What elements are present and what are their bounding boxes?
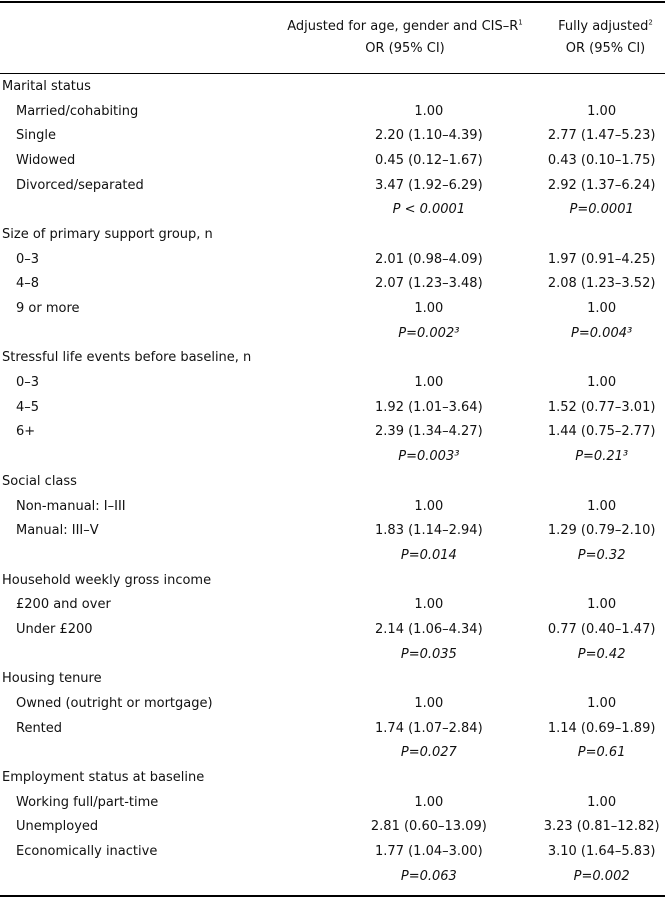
fully-adjusted-or-cell: P=0.002 — [573, 868, 630, 884]
adjusted-or-cell: 1.00 — [414, 794, 444, 810]
row-label: £200 and over — [16, 597, 111, 613]
adjusted-or-cell: 1.77 (1.04–3.00) — [375, 844, 483, 860]
adjusted-or-cell: 0.45 (0.12–1.67) — [375, 152, 483, 168]
adjusted-or-cell: P=0.027 — [400, 745, 457, 761]
table-row — [0, 123, 665, 148]
adjusted-or-cell: P < 0.0001 — [392, 202, 466, 218]
table-row — [0, 99, 665, 124]
table-bottom-rule — [0, 895, 665, 897]
fully-adjusted-or-cell: 1.52 (0.77–3.01) — [547, 399, 656, 415]
row-label: Stressful life events before baseline, n — [2, 350, 252, 366]
column-header-adjusted-title: Adjusted for age, gender and CIS–$R^1$ — [287, 18, 523, 34]
table-row — [0, 370, 665, 395]
row-label: Married/cohabiting — [16, 103, 139, 119]
row-label: 6+ — [16, 424, 36, 440]
adjusted-or-cell: 1.92 (1.01–3.64) — [375, 399, 483, 415]
table-row — [0, 617, 665, 642]
fully-adjusted-or-cell: 1.00 — [587, 103, 617, 119]
row-label: Manual: III–V — [16, 523, 99, 539]
adjusted-or-cell: 1.00 — [414, 696, 444, 712]
row-label — [0, 444, 289, 469]
fully-adjusted-or-cell: 1.00 — [587, 301, 617, 317]
p-value-row — [0, 321, 665, 346]
table-row — [0, 716, 665, 741]
fully-adjusted-or-cell: 2.92 (1.37–6.24) — [547, 177, 656, 193]
adjusted-or-cell: 2.14 (1.06–4.34) — [375, 621, 483, 637]
row-label: Non-manual: I–III — [16, 498, 126, 514]
row-label: Social class — [2, 473, 77, 489]
fully-adjusted-or-cell: 1.44 (0.75–2.77) — [547, 424, 656, 440]
table-top-rule — [0, 1, 665, 3]
fully-adjusted-or-cell: 1.97 (0.91–4.25) — [547, 251, 656, 267]
row-label: Economically inactive — [16, 844, 158, 860]
table-row — [0, 790, 665, 815]
fully-adjusted-or-cell: 3.23 (0.81–12.82) — [543, 819, 660, 835]
section-header-row — [0, 222, 665, 247]
adjusted-or-cell: P=0.035 — [400, 646, 457, 662]
row-label: Rented — [16, 720, 63, 736]
section-header-row — [0, 469, 665, 494]
row-label: Single — [16, 128, 56, 144]
adjusted-or-cell: 1.00 — [414, 597, 444, 613]
fully-adjusted-or-cell — [538, 74, 665, 99]
adjusted-or-cell: 1.00 — [414, 301, 444, 317]
row-label: 0–3 — [16, 375, 40, 391]
row-label: Under £200 — [16, 621, 93, 637]
fully-adjusted-or-cell: P=0.42 — [577, 646, 626, 662]
p-value-row — [0, 197, 665, 222]
adjusted-or-cell: P=0.014 — [400, 547, 457, 563]
section-header-row — [0, 568, 665, 593]
row-label: Marital status — [2, 78, 91, 94]
table-row — [0, 247, 665, 272]
adjusted-or-cell: P=0.003³ — [398, 449, 460, 465]
adjusted-or-cell: 2.81 (0.60–13.09) — [370, 819, 487, 835]
row-label — [0, 197, 289, 222]
fully-adjusted-or-cell: P=0.004³ — [571, 325, 633, 341]
fully-adjusted-or-cell: 1.00 — [587, 375, 617, 391]
fully-adjusted-or-cell: 3.10 (1.64–5.83) — [547, 844, 656, 860]
p-value-row — [0, 543, 665, 568]
fully-adjusted-or-cell: P=0.0001 — [569, 202, 634, 218]
section-header-row — [0, 74, 665, 99]
row-label — [0, 642, 289, 667]
table-row — [0, 420, 665, 445]
table-row — [0, 296, 665, 321]
fully-adjusted-or-cell: 1.00 — [587, 794, 617, 810]
adjusted-or-cell — [289, 568, 538, 593]
row-label: 4–5 — [16, 399, 40, 415]
section-header-row — [0, 765, 665, 790]
adjusted-or-cell: 1.74 (1.07–2.84) — [375, 720, 483, 736]
adjusted-or-cell — [289, 765, 538, 790]
adjusted-or-cell — [289, 74, 538, 99]
row-label: 0–3 — [16, 251, 40, 267]
adjusted-or-cell: 1.00 — [414, 103, 444, 119]
section-header-row — [0, 346, 665, 371]
fully-adjusted-or-cell: 1.00 — [587, 696, 617, 712]
fully-adjusted-or-cell: P=0.32 — [577, 547, 626, 563]
table-row — [0, 272, 665, 297]
row-label: Housing tenure — [2, 671, 102, 687]
table-row — [0, 839, 665, 864]
row-label — [0, 543, 289, 568]
p-value-row — [0, 642, 665, 667]
adjusted-or-cell — [289, 346, 538, 371]
row-label — [0, 741, 289, 766]
fully-adjusted-or-cell — [538, 568, 665, 593]
fully-adjusted-or-cell — [538, 346, 665, 371]
adjusted-or-cell: 1.00 — [414, 498, 444, 514]
row-label: Divorced/separated — [16, 177, 144, 193]
table-row — [0, 173, 665, 198]
row-label: Size of primary support group, n — [2, 226, 213, 242]
column-header-adjusted-subtitle: OR (95% CI) — [365, 41, 445, 56]
adjusted-or-cell: 2.07 (1.23–3.48) — [375, 276, 483, 292]
row-label — [0, 321, 289, 346]
row-label: Owned (outright or mortgage) — [16, 696, 213, 712]
adjusted-or-cell — [289, 469, 538, 494]
row-label: Widowed — [16, 152, 76, 168]
adjusted-or-cell: P=0.002³ — [398, 325, 460, 341]
adjusted-or-cell: 1.00 — [414, 375, 444, 391]
fully-adjusted-or-cell — [538, 765, 665, 790]
table-row — [0, 518, 665, 543]
table-row — [0, 815, 665, 840]
adjusted-or-cell — [289, 222, 538, 247]
fully-adjusted-or-cell: 1.29 (0.79–2.10) — [547, 523, 656, 539]
row-label: Working full/part-time — [16, 794, 159, 810]
fully-adjusted-or-cell: P=0.21³ — [575, 449, 629, 465]
table-row — [0, 148, 665, 173]
row-label: Unemployed — [16, 819, 99, 835]
fully-adjusted-or-cell: 0.43 (0.10–1.75) — [547, 152, 656, 168]
column-header-adjusted — [270, 16, 540, 60]
fully-adjusted-or-cell: 1.00 — [587, 597, 617, 613]
column-header-fully-adjusted-subtitle: OR (95% CI) — [565, 41, 646, 56]
fully-adjusted-or-cell: 1.14 (0.69–1.89) — [547, 720, 656, 736]
table-row — [0, 691, 665, 716]
table-row — [0, 592, 665, 617]
adjusted-or-cell: 2.01 (0.98–4.09) — [375, 251, 483, 267]
table-body — [0, 74, 665, 889]
adjusted-or-cell — [289, 667, 538, 692]
fully-adjusted-or-cell — [538, 222, 665, 247]
section-header-row — [0, 667, 665, 692]
p-value-row — [0, 741, 665, 766]
row-label: Employment status at baseline — [2, 770, 205, 786]
adjusted-or-cell: 1.83 (1.14–2.94) — [375, 523, 483, 539]
row-label — [0, 864, 289, 889]
fully-adjusted-or-cell: 2.08 (1.23–3.52) — [547, 276, 656, 292]
fully-adjusted-or-cell: P=0.61 — [577, 745, 626, 761]
fully-adjusted-or-cell: 0.77 (0.40–1.47) — [547, 621, 656, 637]
table-row — [0, 494, 665, 519]
fully-adjusted-or-cell — [538, 667, 665, 692]
row-label: 4–8 — [16, 276, 40, 292]
odds-ratio-table — [0, 74, 665, 889]
fully-adjusted-or-cell: 1.00 — [587, 498, 617, 514]
row-label: 9 or more — [16, 301, 80, 317]
row-label: Household weekly gross income — [2, 572, 212, 588]
adjusted-or-cell: 2.39 (1.34–4.27) — [375, 424, 483, 440]
fully-adjusted-or-cell — [538, 469, 665, 494]
column-header-fully-adjusted — [548, 16, 663, 60]
fully-adjusted-or-cell: 2.77 (1.47–5.23) — [547, 128, 656, 144]
adjusted-or-cell: 3.47 (1.92–6.29) — [375, 177, 483, 193]
adjusted-or-cell: P=0.063 — [400, 868, 457, 884]
p-value-row — [0, 864, 665, 889]
table-row — [0, 395, 665, 420]
column-header-fully-adjusted-title: Fully adjusted$^2$ — [558, 18, 653, 34]
adjusted-or-cell: 2.20 (1.10–4.39) — [375, 128, 483, 144]
p-value-row — [0, 444, 665, 469]
